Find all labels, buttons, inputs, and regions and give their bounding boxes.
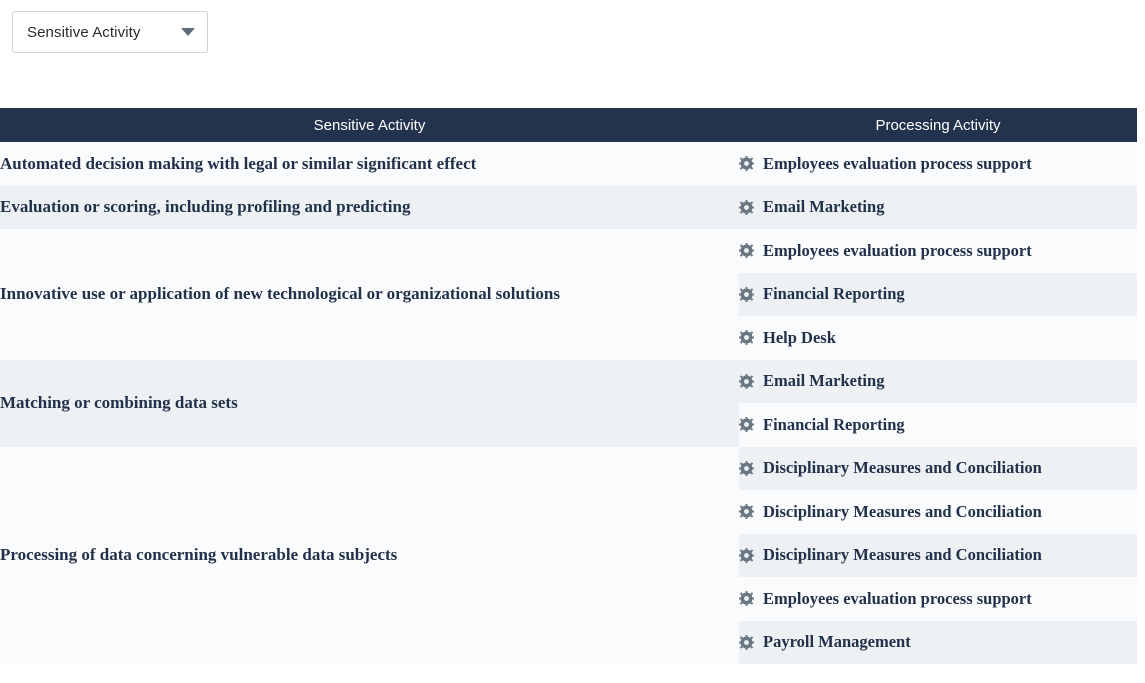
gear-icon: [739, 243, 754, 258]
processing-activity-label: Email Marketing: [763, 371, 885, 391]
processing-activity-cell: [739, 142, 1137, 186]
processing-activity-cell: [739, 273, 1137, 317]
gear-icon: [739, 504, 754, 519]
gear-icon: [739, 635, 754, 650]
gear-icon: [739, 287, 754, 302]
processing-activity-label: Financial Reporting: [763, 414, 905, 434]
processing-activity-cell: [739, 316, 1137, 360]
gear-icon: [739, 461, 754, 476]
processing-activity-label: Employees evaluation process support: [763, 240, 1032, 260]
processing-activity-label: Email Marketing: [763, 197, 885, 217]
sensitive-activity-cell: Innovative use or application of new technological or organizational solutions: [0, 229, 739, 360]
processing-activity-label: Help Desk: [763, 327, 836, 347]
gear-icon: [739, 156, 754, 171]
chevron-down-icon[interactable]: [181, 28, 195, 36]
gear-icon: [739, 591, 754, 606]
table-header-row: [0, 108, 1137, 142]
processing-activity-cell: [739, 621, 1137, 665]
sensitive-activity-cell: Automated decision making with legal or similar significant effect: [0, 142, 739, 186]
processing-activity-cell: [739, 403, 1137, 447]
sensitive-activity-dropdown[interactable]: [12, 11, 208, 53]
table-row: [0, 360, 1137, 404]
processing-activity-cell: [739, 186, 1137, 230]
processing-activity-cell: [739, 229, 1137, 273]
sensitive-activity-cell: Processing of data concerning vulnerable data subjects: [0, 447, 739, 665]
processing-activity-label: Disciplinary Measures and Conciliation: [763, 545, 1042, 565]
table-row: [0, 186, 1137, 230]
processing-activity-cell: [739, 534, 1137, 578]
toolbar: [0, 0, 1145, 54]
processing-activity-label: Employees evaluation process support: [763, 153, 1032, 173]
gear-icon: [739, 548, 754, 563]
gear-icon: [739, 330, 754, 345]
processing-activity-cell: [739, 360, 1137, 404]
column-header-processing-activity[interactable]: Processing Activity: [739, 108, 1137, 142]
processing-activity-label: Employees evaluation process support: [763, 588, 1032, 608]
sensitive-activity-cell: Evaluation or scoring, including profiling and predicting: [0, 186, 739, 230]
processing-activity-cell: [739, 447, 1137, 491]
sensitive-activity-table: [0, 108, 1137, 664]
processing-activity-cell: [739, 577, 1137, 621]
table-row: [0, 447, 1137, 491]
table-row: [0, 142, 1137, 186]
gear-icon: [739, 417, 754, 432]
dropdown-label: Sensitive Activity: [27, 23, 141, 41]
gear-icon: [739, 374, 754, 389]
sensitive-activity-cell: Matching or combining data sets: [0, 360, 739, 447]
processing-activity-cell: [739, 490, 1137, 534]
processing-activity-label: Payroll Management: [763, 632, 911, 652]
table-row: [0, 229, 1137, 273]
gear-icon: [739, 200, 754, 215]
processing-activity-label: Disciplinary Measures and Conciliation: [763, 458, 1042, 478]
processing-activity-label: Disciplinary Measures and Conciliation: [763, 501, 1042, 521]
processing-activity-label: Financial Reporting: [763, 284, 905, 304]
column-header-sensitive-activity[interactable]: Sensitive Activity: [0, 108, 739, 142]
